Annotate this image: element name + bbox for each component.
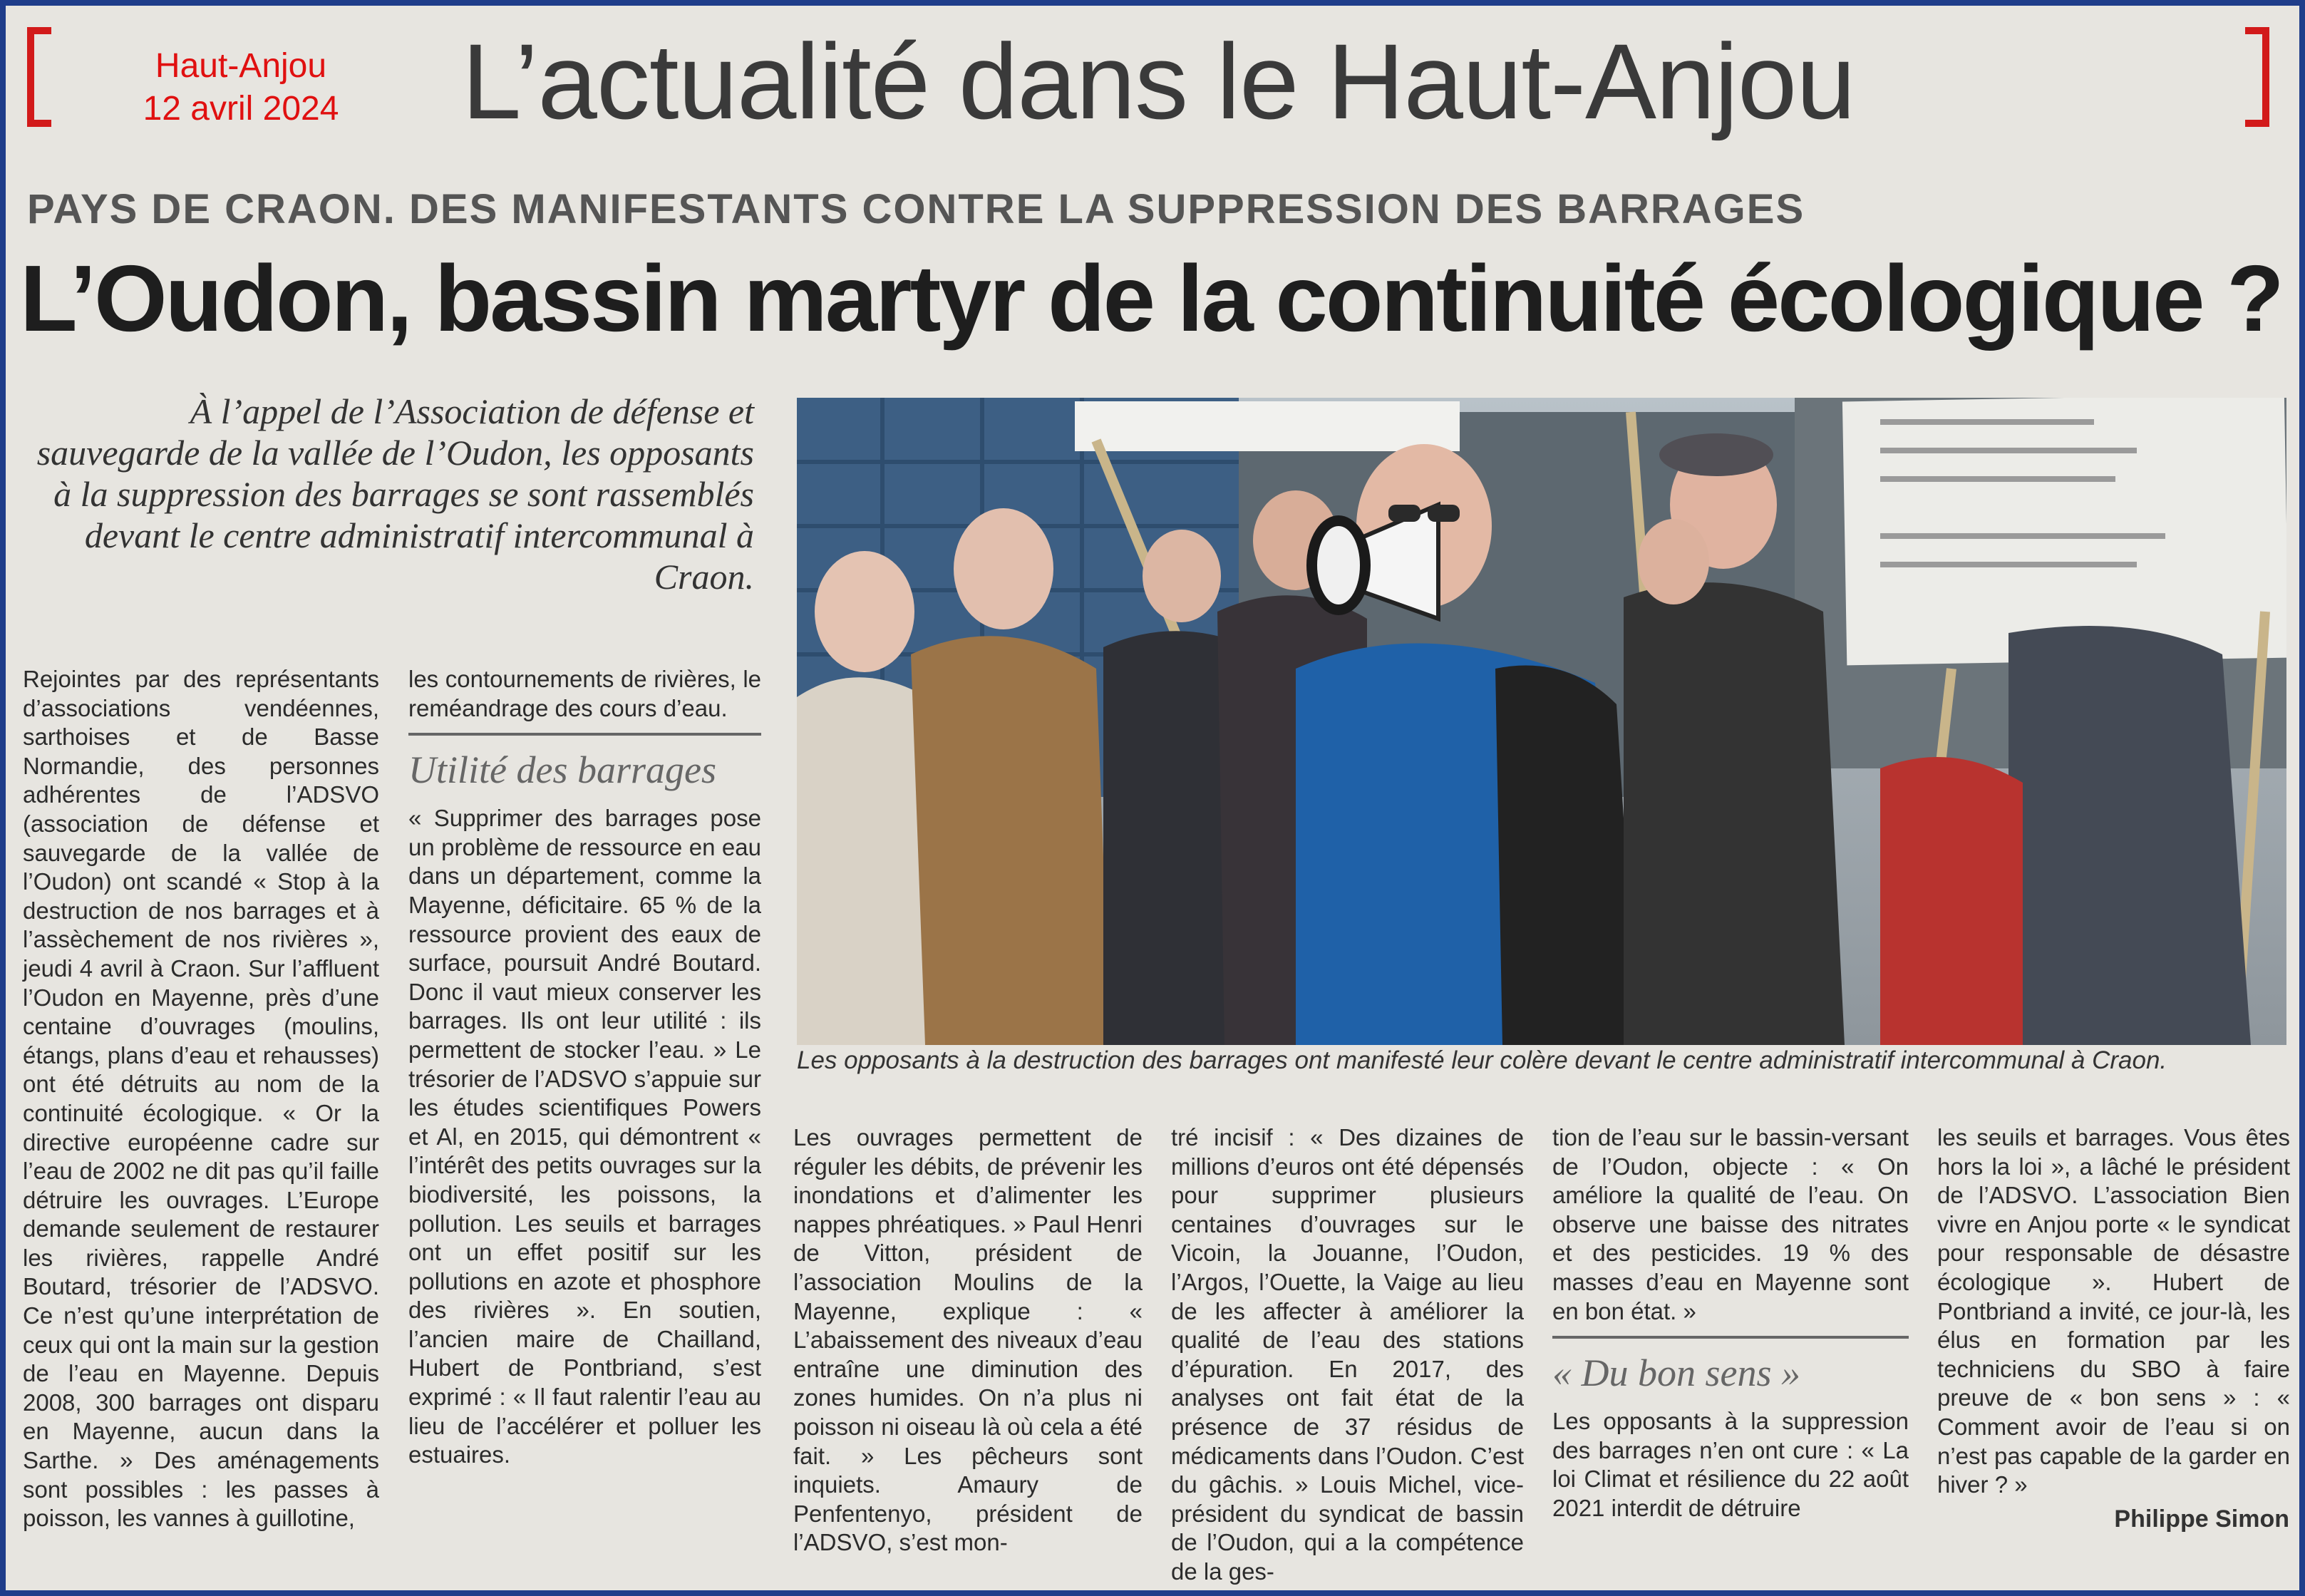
subhead-utilite: Utilité des barrages bbox=[408, 733, 761, 793]
left-bracket bbox=[27, 27, 51, 127]
column-4-text: tré incisif : « Des dizaines de millions d’euros ont été dépensés pour supprimer plusieurs centaines d’ouvrages sur le Vicoin, la Jouanne, l’Oudon, l’Argos, l’Ouette, la Vaige au lieu de les affecter à améliorer la qualité de l’eau des stations d’épuration. En 2017, des analyses ont fait état de la présence de 37 résidus de médicaments dans l’Oudon. C’est du gâchis. » Louis Michel, vice-président du syndicat de bassin de l’Oudon, qui a la compétence de la ges- bbox=[1171, 1124, 1524, 1585]
column-2-intro: les contournements de rivières, le reméandrage des cours d’eau. bbox=[408, 666, 761, 721]
column-5-intro: tion de l’eau sur le bassin-versant de l’Oudon, objecte : « On améliore la qualité de l’eau. On observe une baisse des nitrates et des pesticides. 19 % des masses d’eau en Mayenne sont en bon état. » bbox=[1552, 1124, 1909, 1324]
section-header: L’actualité dans le Haut-Anjou bbox=[462, 21, 1855, 141]
stamp-date: 12 avril 2024 bbox=[143, 90, 339, 128]
right-bracket bbox=[2245, 27, 2269, 127]
column-2-body: « Supprimer des barrages pose un problème de ressource en eau dans un département, comme la Mayenne, déficitaire. 65 % de la ressource provient des eaux de surface, poursuit André Boutard. Donc il vaut mieux conserver les barrages. Ils ont leur utilité : ils permettent de stocker l’eau. » Le trésorier de l’ADSVO s’appuie sur les études scientifiques Powers et Al, en 2015, qui démontrent « l’intérêt des petits ouvrages sur la biodiversité, les poissons, la pollution. Les seuils et barrages ont un effet positif sur les pollutions en azote et phosphore des rivières ». En soutien, l’ancien maire de Chailland, Hubert de Pontbriand, s’est exprimé : « Il faut ralentir l’eau au lieu de l’accélérer et polluer les estuaires. bbox=[408, 805, 761, 1468]
protest-photo bbox=[797, 398, 2286, 1045]
article-column-5 bbox=[1552, 1123, 1909, 1523]
column-5-body: Les opposants à la suppression des barrages n’en ont cure : « La loi Climat et résilience du 22 août 2021 interdit de détruire bbox=[1552, 1408, 1909, 1521]
stamp-edition: Haut-Anjou bbox=[155, 47, 327, 85]
article-headline: L’Oudon, bassin martyr de la continuité écologique ? bbox=[20, 246, 2282, 351]
source-stamp bbox=[91, 45, 391, 130]
column-3-text: Les ouvrages permettent de réguler les débits, de prévenir les inondations et d’alimenter les nappes phréatiques. » Paul Henri de Vitton, président de l’association Moulins de la Mayenne, explique : « L’abaissement des niveaux d’eau entraîne une diminution des zones humides. On n’a plus ni poisson ni oiseau là où cela a été fait. » Les pêcheurs sont inquiets. Amaury de Penfentenyo, président de l’ADSVO, s’est mon- bbox=[793, 1124, 1143, 1556]
author-signature: Philippe Simon bbox=[2114, 1505, 2289, 1533]
article-kicker: PAYS DE CRAON. DES MANIFESTANTS CONTRE LA SUPPRESSION DES BARRAGES bbox=[27, 186, 1805, 232]
article-column-4 bbox=[1171, 1123, 1524, 1587]
article-lead: À l’appel de l’Association de défense et sauvegarde de la vallée de l’Oudon, les opposants à la suppression des barrages se sont rassemblés devant le centre administratif intercommunal à Craon. bbox=[36, 391, 754, 597]
article-column-3 bbox=[793, 1123, 1143, 1558]
article-column-1 bbox=[23, 665, 379, 1533]
article-column-6 bbox=[1937, 1123, 2290, 1500]
photo-caption: Les opposants à la destruction des barrages ont manifesté leur colère devant le centre administratif intercommunal à Craon. bbox=[797, 1046, 2167, 1074]
subhead-bon-sens: « Du bon sens » bbox=[1552, 1336, 1909, 1396]
newspaper-page bbox=[6, 6, 2299, 1590]
column-6-text: les seuils et barrages. Vous êtes hors la loi », a lâché le président de l’ADSVO. L’association Bien vivre en Anjou porte « le syndicat pour responsable de désastre écologique ». Hubert de Pontbriand a invité, ce jour-là, les élus en formation par les techniciens du SBO à faire preuve de « bon sens » : « Comment avoir de l’eau si on n’est pas capable de la garder en hiver ? » bbox=[1937, 1124, 2290, 1498]
article-column-2 bbox=[408, 665, 761, 1470]
column-1-text: Rejointes par des représentants d’associations vendéennes, sarthoises et de Basse Normandie, des personnes adhérentes de l’ADSVO (association de défense et sauvegarde de la vallée de l’Oudon) ont scandé « Stop à la destruction de nos barrages et à l’assèchement de nos rivières », jeudi 4 avril à Craon. Sur l’affluent l’Oudon en Mayenne, près d’une centaine d’ouvrages (moulins, étangs, plans d’eau et rehausses) ont été détruits au nom de la continuité écologique. « Or la directive européenne cadre sur l’eau de 2002 ne dit pas qu’il faille détruire les ouvrages. L’Europe demande seulement de restaurer les rivières, rappelle André Boutard, trésorier de l’ADSVO. Ce n’est qu’une interprétation de ceux qui ont la main sur la gestion de l’eau en Mayenne. Depuis 2008, 300 barrages ont disparu en Mayenne, aucun dans la Sarthe. » Des aménagements sont possibles : les passes à poisson, les vannes à guillotine, bbox=[23, 666, 379, 1532]
protest-photo-illustration bbox=[797, 398, 2286, 1045]
